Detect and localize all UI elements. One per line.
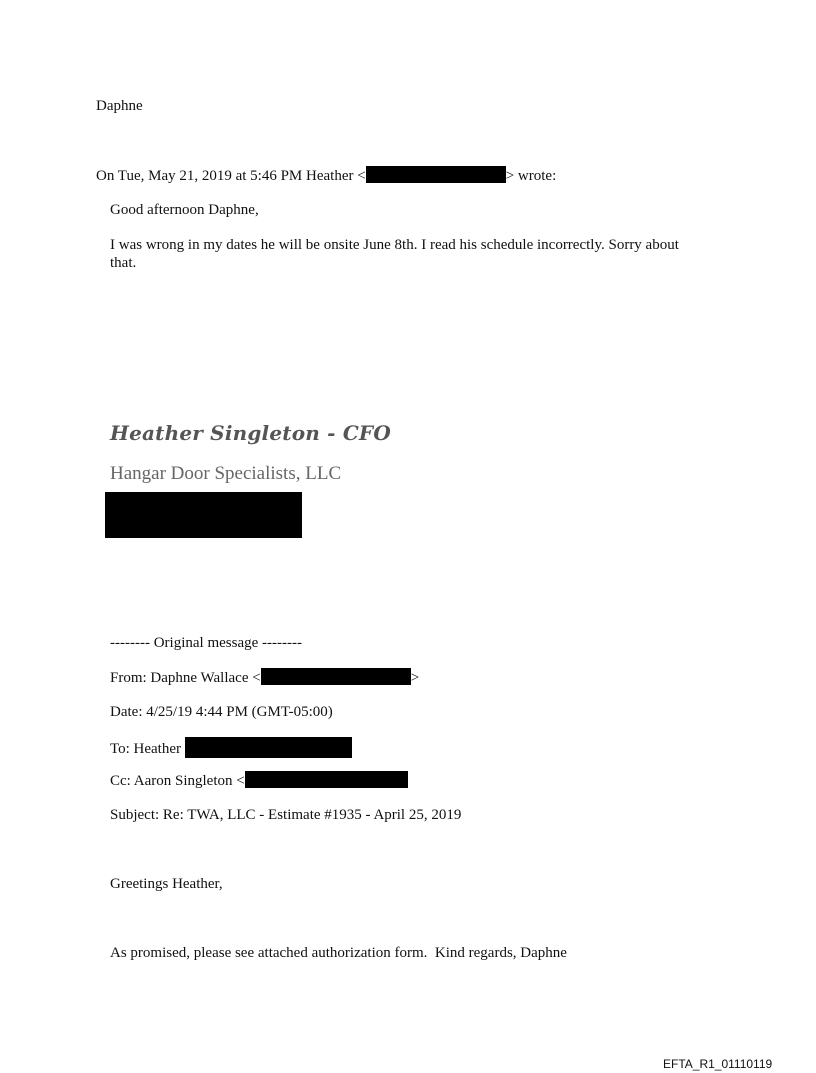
subject-line: Subject: Re: TWA, LLC - Estimate #1935 - April 25, 2019 — [110, 807, 462, 823]
original-greeting: Greetings Heather, — [110, 876, 223, 892]
from-suffix: > — [410, 670, 420, 686]
reply-header — [96, 166, 556, 185]
cc-line — [110, 771, 408, 790]
original-message-divider: -------- Original message -------- — [110, 635, 302, 651]
redaction-block — [245, 771, 408, 788]
to-line — [110, 737, 352, 758]
signature-name: Heather Singleton - CFO — [110, 421, 391, 445]
redaction-block — [366, 166, 506, 183]
redaction-block — [261, 668, 411, 685]
reply-paragraph: I was wrong in my dates he will be onsite June 8th. I read his schedule incorrectly. Sorry about that. — [110, 237, 679, 271]
cc-prefix: Cc: Aaron Singleton < — [110, 773, 245, 789]
signature-redaction-block — [105, 492, 302, 538]
signature-company: Hangar Door Specialists, LLC — [110, 463, 342, 484]
from-prefix: From: Daphne Wallace < — [110, 670, 261, 686]
original-body: As promised, please see attached authorization form. Kind regards, Daphne — [110, 945, 567, 961]
document-id-footer: EFTA_R1_01110119 — [663, 1057, 773, 1071]
reply-header-prefix: On Tue, May 21, 2019 at 5:46 PM Heather < — [96, 168, 366, 184]
to-prefix: To: Heather — [110, 741, 182, 757]
reply-header-suffix: > wrote: — [505, 168, 557, 184]
date-line: Date: 4/25/19 4:44 PM (GMT-05:00) — [110, 704, 333, 720]
reply-salutation: Good afternoon Daphne, — [110, 202, 259, 218]
greeting-name: Daphne — [96, 98, 143, 114]
redaction-block — [185, 737, 352, 758]
from-line — [110, 668, 419, 687]
